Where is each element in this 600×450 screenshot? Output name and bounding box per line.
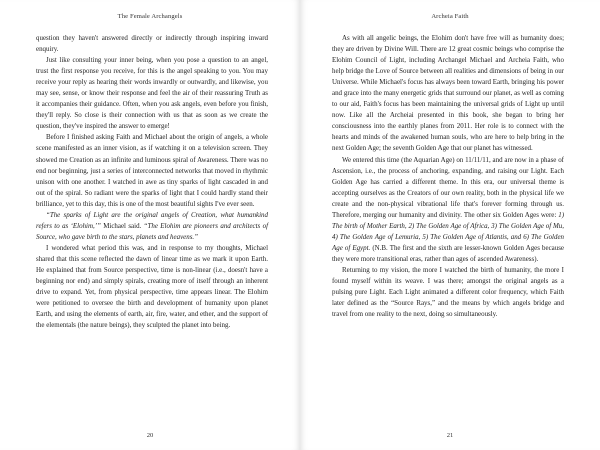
paragraph bbox=[332, 265, 564, 320]
right-page bbox=[300, 0, 600, 450]
paragraph bbox=[36, 210, 268, 243]
text-run: Returning to my vision, the more I watched the birth of humanity, the more I found myself within its weave. I was there; amongst the original angels as a pulsing pure Light. Each Light animated a different color frequency, which Faith later defined as the “Source Rays,” and the means by which angels bridge and travel from one reality to the next, doing so simultaneously. bbox=[332, 265, 564, 319]
text-run: question they haven't answered directly or indirectly through inspiring inward enquiry. bbox=[36, 34, 268, 54]
text-run: (N.B. The first and the sixth are lesser-known Golden Ages because they were more transitional eras, rather than ages of ascended Awareness). bbox=[332, 243, 564, 263]
text-run: Before I finished asking Faith and Michael about the origin of angels, a whole scene manifested as an inner vision, as if watching it on a television screen. They showed me Creation as an infinite and luminous spiral of Awareness. There was no end nor beginning, just a series of interconnected networks that moved in rhythmic unison with one another. I watched in awe as tiny sparks of light cascaded in and out of the spiral. So radiant were the sparks of light that I could hardly stand their brilliance, yet to this day, this is one of the most beautiful sights I've ever seen. bbox=[36, 133, 268, 208]
paragraph bbox=[36, 243, 268, 331]
text-run: As with all angelic beings, the Elohim don't have free will as humanity does; they are driven by Divine Will. There are 12 great cosmic beings who comprise the Elohim Council of Light, including Archangel Michael and Archeia Faith, who help bridge the Love of Source between all realities and dimensions of being in our Universe. While Michael's focus has always been toward Earth, bringing his power and grace into the many energetic grids that surround our planet, as well as coming to our aid, Faith's focus has been maintaining the universal grids of Light up until now. Like all the Archeiai presented in this book, she began to bring her consciousness into the earthly planes from 2011. Her role is to connect with the hearts and minds of the awakened human souls, who are here to help bring in the next Golden Age; the seventh Golden Age that our planet has witnessed. bbox=[332, 34, 564, 153]
running-head: Archeia Faith bbox=[431, 13, 469, 20]
italic-list: 1) The birth of Mother Earth, 2) The Golden Age of Africa, 3) The Golden Age of Mu, 4) The Golden Age of Lemuria, 5) The Golden Age of Atlantis, and 6) The Golden Age of Egypt. bbox=[332, 210, 564, 252]
paragraph bbox=[36, 33, 268, 55]
paragraph bbox=[332, 33, 564, 155]
quote-text: “The sparks of Light are the original angels of Creation, what humankind refers to as ‘Elohim,’” bbox=[36, 210, 268, 230]
page-number: 21 bbox=[446, 432, 454, 439]
paragraph bbox=[36, 132, 268, 209]
quote-text: “The Elohim are pioneers and architects of Source, who gave birth to the stars, planets and heavens.” bbox=[36, 221, 269, 241]
paragraph bbox=[36, 55, 268, 132]
text-run: I wondered what period this was, and in response to my thoughts, Michael shared that this scene reflected the dawn of linear time as we mark it upon Earth. He explained that from Source perspective, time is non-linear (i.e., doesn't have a beginning nor end) and simply spirals, creating more of itself through an inherent drive to expand. Yet, from physical perspective, time appears linear. The Elohim were petitioned to oversee the birth and development of humanity upon planet Earth, and using the elements of earth, air, fire, water, and ether, and the support of the elementals (the nature beings), they sculpted the planet into being. bbox=[36, 243, 268, 330]
page-number: 20 bbox=[146, 432, 154, 439]
text-run: Just like consulting your inner being, when you pose a question to an angel, trust the first response you receive, for this is the angel speaking to you. You may receive your reply as hearing their words inwardly or outwardly, and likewise, you may see, sense, or know their response and feel the air of their reassuring Truth as it accompanies their guidance. Often, when you ask angels, even before you finish, they'll reply. So close is their connection with us that as soon as we create the question, they've inspired the answer to emerge! bbox=[36, 56, 268, 131]
text-run: Michael said. bbox=[100, 221, 144, 230]
text-run: We entered this time (the Aquarian Age) on 11/11/11, and are now in a phase of Ascension, i.e., the process of anchoring, expanding, and raising our Light. Each Golden Age has carried a different theme. In this era, our universal theme is accepting ourselves as the Creators of our own reality, both in the physical life we create and the non-physical vibrational life that's forever forming through us. Therefore, merging our humanity and divinity. The other six Golden Ages were: bbox=[332, 155, 564, 219]
paragraph bbox=[332, 155, 564, 265]
running-head: The Female Archangels bbox=[117, 13, 183, 20]
page-body bbox=[332, 33, 564, 320]
page-body bbox=[36, 33, 268, 331]
